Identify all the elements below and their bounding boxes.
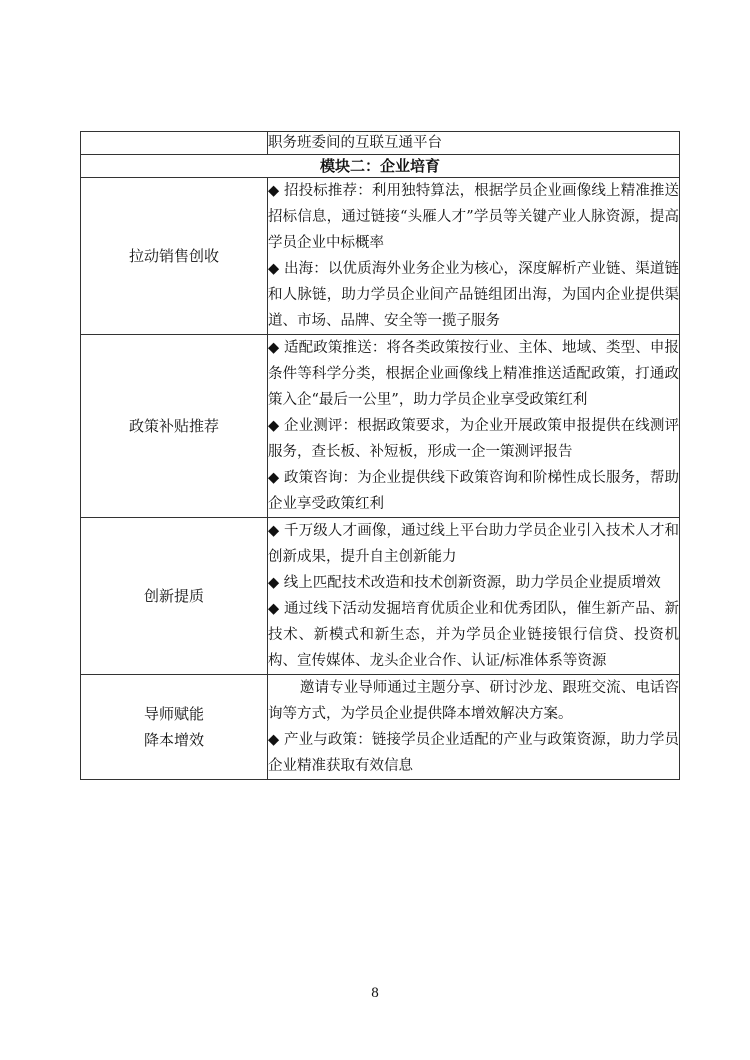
row-content (268, 675, 680, 780)
row-label-line: 降本增效 (143, 731, 204, 749)
row-content (268, 178, 680, 335)
table-row (81, 132, 680, 155)
row-label-line: 政策补贴推荐 (128, 417, 219, 435)
row-label (81, 675, 268, 780)
paragraph: ◆ 企业测评：根据政策要求，为企业开展政策申报提供在线测评服务，查长板、补短板，形成一企一策测评报告 (268, 418, 679, 460)
table-row (81, 178, 680, 335)
module-header-row (81, 155, 680, 178)
paragraph: ◆ 政策咨询：为企业提供线下政策咨询和阶梯性成长服务，帮助企业享受政策红利 (268, 470, 679, 512)
table-row (81, 335, 680, 518)
paragraph: ◆ 适配政策推送：将各类政策按行业、主体、地域、类型、申报条件等科学分类，根据企业画像线上精准推送适配政策，打通政策入企“最后一公里”，助力学员企业享受政策红利 (268, 340, 679, 408)
row-content (268, 335, 680, 518)
row-label-line: 导师赋能 (143, 705, 204, 723)
paragraph: ◆ 通过线下活动发掘培育优质企业和优秀团队，催生新产品、新技术、新模式和新生态，并为学员企业链接银行信贷、投资机构、宣传媒体、龙头企业合作、认证/标准体系等资源 (268, 601, 679, 669)
module-header: 模块二：企业培育 (81, 155, 680, 178)
page-number: 8 (371, 985, 379, 1001)
paragraph: ◆ 千万级人才画像，通过线上平台助力学员企业引入技术人才和创新成果，提升自主创新能力 (268, 523, 679, 565)
paragraph: ◆ 线上匹配技术改造和技术创新资源，助力学员企业提质增效 (268, 575, 661, 591)
row-label-line: 创新提质 (143, 587, 204, 605)
table-row (81, 675, 680, 780)
paragraph: 邀请专业导师通过主题分享、研讨沙龙、跟班交流、电话咨询等方式，为学员企业提供降本增效解决方案。 (268, 680, 679, 722)
row-label (81, 518, 268, 675)
empty-label-cell (81, 132, 268, 155)
table-row (81, 518, 680, 675)
paragraph: ◆ 招投标推荐：利用独特算法，根据学员企业画像线上精准推送招标信息，通过链接“头雁人才”学员等关键产业人脉资源，提高学员企业中标概率 (268, 183, 679, 251)
row-label (81, 178, 268, 335)
row-content (268, 518, 680, 675)
paragraph: ◆ 产业与政策：链接学员企业适配的产业与政策资源，助力学员企业精准获取有效信息 (268, 732, 679, 774)
continued-text: 职务班委间的互联互通平台 (268, 135, 442, 151)
continued-text-cell (268, 132, 680, 155)
paragraph: ◆ 出海：以优质海外业务企业为核心，深度解析产业链、渠道链和人脉链，助力学员企业间产品链组团出海，为国内企业提供渠道、市场、品牌、安全等一揽子服务 (268, 261, 679, 329)
row-label-line: 拉动销售创收 (128, 247, 219, 265)
content-table (80, 131, 680, 780)
row-label (81, 335, 268, 518)
